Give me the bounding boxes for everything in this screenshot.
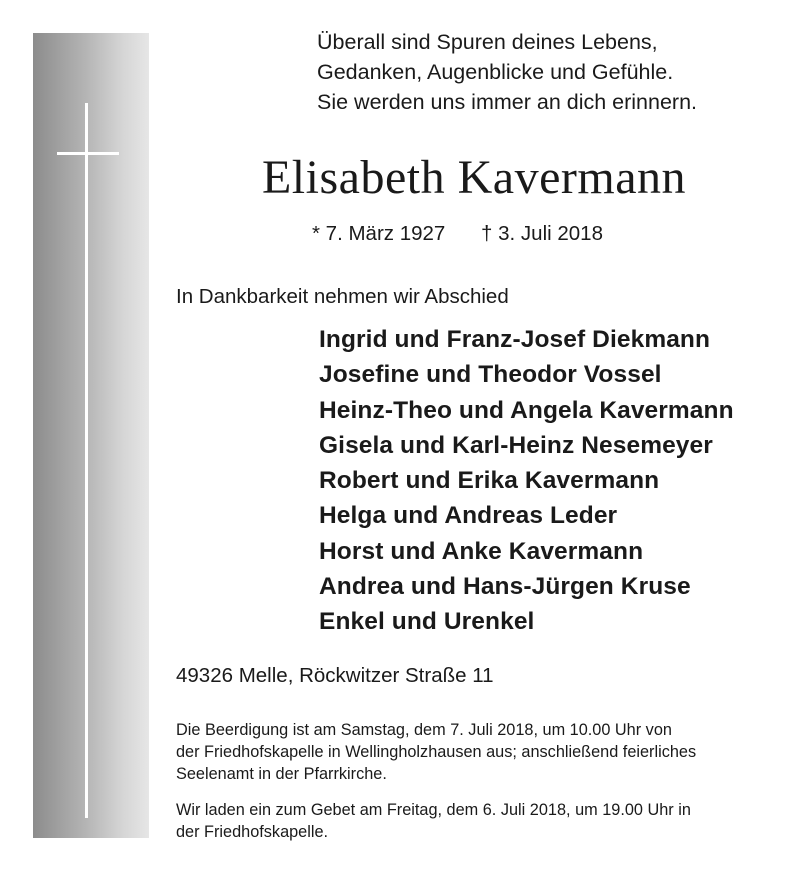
mourner-entry: Josefine und Theodor Vossel xyxy=(319,361,662,389)
memorial-motto xyxy=(317,27,757,117)
motto-line: Gedanken, Augenblicke und Gefühle. xyxy=(317,60,674,84)
motto-line: Überall sind Spuren deines Lebens, xyxy=(317,30,658,54)
mourner-entry: Robert und Erika Kavermann xyxy=(319,467,660,495)
deceased-name: Elisabeth Kavermann xyxy=(261,151,686,204)
mourner-entry: Horst und Anke Kavermann xyxy=(319,537,644,565)
family-address: 49326 Melle, Röckwitzer Straße 11 xyxy=(176,664,494,687)
funeral-notice xyxy=(176,719,776,785)
funeral-notice-line: Die Beerdigung ist am Samstag, dem 7. Juli 2018, um 10.00 Uhr von xyxy=(176,721,672,739)
life-dates xyxy=(312,222,603,246)
mourners-list xyxy=(319,322,734,640)
mourner-entry: Helga und Andreas Leder xyxy=(319,502,618,530)
mourner-entry: Gisela und Karl-Heinz Nesemeyer xyxy=(319,431,713,459)
mourner-entry: Andrea und Hans-Jürgen Kruse xyxy=(319,573,691,601)
death-date: † 3. Juli 2018 xyxy=(481,222,603,245)
cross-horizontal-bar xyxy=(57,152,119,155)
birth-date: * 7. März 1927 xyxy=(312,222,446,245)
mourner-entry: Heinz-Theo und Angela Kavermann xyxy=(319,396,734,424)
funeral-notice-line: Seelenamt in der Pfarrkirche. xyxy=(176,765,387,783)
prayer-notice-line: Wir laden ein zum Gebet am Freitag, dem 6. Juli 2018, um 19.00 Uhr in xyxy=(176,801,691,819)
prayer-notice xyxy=(176,799,776,843)
prayer-notice-line: der Friedhofskapelle. xyxy=(176,823,329,841)
funeral-notice-line: der Friedhofskapelle in Wellingholzhausen aus; anschließend feierliches xyxy=(176,743,697,761)
mourner-entry: Ingrid und Franz-Josef Diekmann xyxy=(319,326,711,353)
motto-line: Sie werden uns immer an dich erinnern. xyxy=(317,90,698,114)
farewell-intro: In Dankbarkeit nehmen wir Abschied xyxy=(176,285,509,308)
cross-vertical-bar xyxy=(85,103,88,818)
mourner-entry: Enkel und Urenkel xyxy=(319,608,535,636)
